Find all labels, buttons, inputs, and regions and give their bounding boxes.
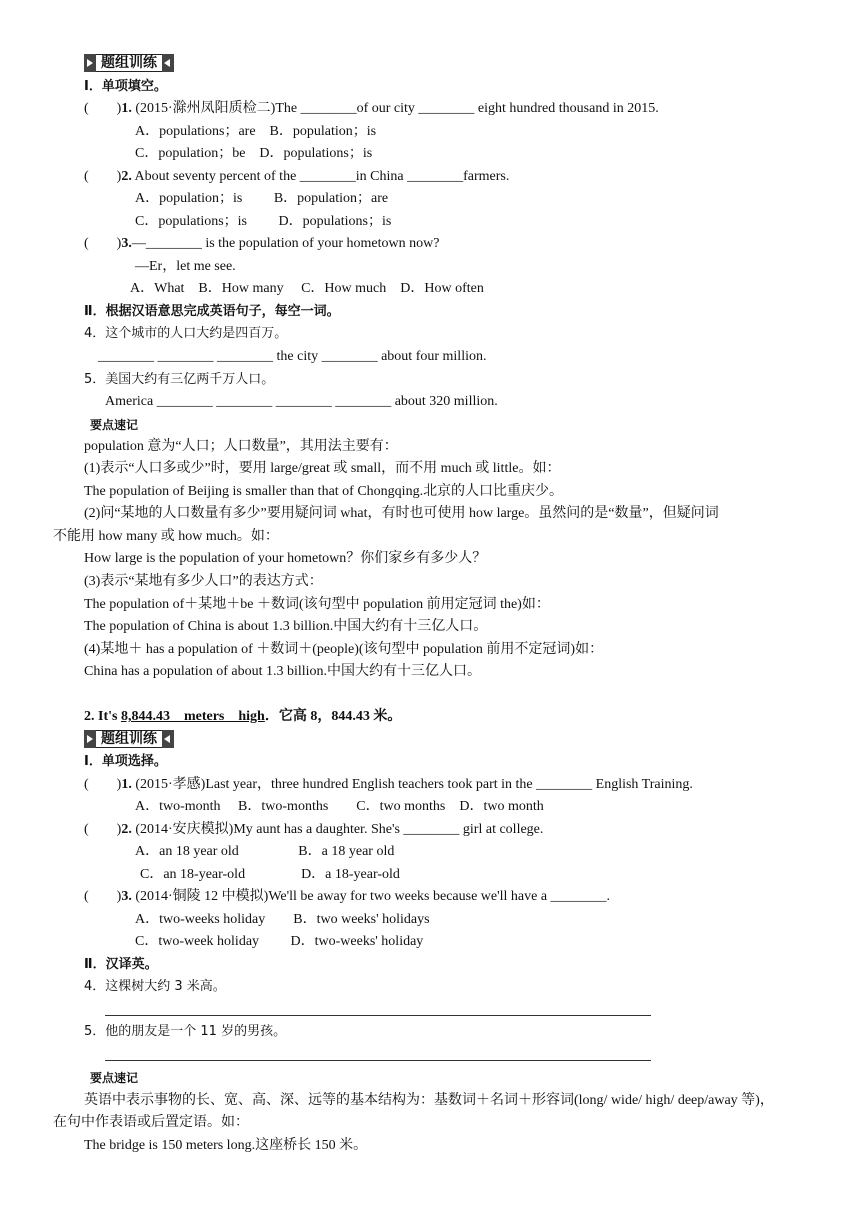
question-options: A．two-month B．two-months C．two months D．two month — [135, 799, 544, 814]
answer-paren: ( ) — [84, 822, 122, 837]
question-number: 1. — [121, 777, 132, 792]
answer-line — [105, 1060, 651, 1061]
note-line: population 意为“人口；人口数量”，其用法主要有： — [84, 439, 398, 454]
question-1 — [84, 776, 693, 794]
question-number: 2. — [121, 822, 132, 837]
question-text: (2015·滁州凤阳质检二)The ________of our city ________ eight hundred thousand in 2015. — [131, 101, 659, 116]
question-options: C．populations；is D．populations；is — [135, 214, 392, 229]
note-line: The population of＋某地＋be ＋数词(该句型中 population 前用定冠词 the)如： — [84, 597, 550, 612]
heading-underlined: 8,844.43 meters high — [120, 709, 265, 724]
question-5-prompt: 5．他的朋友是一个 11 岁的男孩。 — [84, 1024, 287, 1039]
question-1 — [84, 100, 659, 118]
section-heading-2 — [84, 708, 401, 726]
note-line: The population of China is about 1.3 billion.中国大约有十三亿人口。 — [84, 619, 488, 634]
part-title: Ⅰ．单项选择。 — [84, 754, 167, 769]
note-line: 英语中表示事物的长、宽、高、深、远等的基本结构为：基数词＋名词＋形容词(long/ wide/ high/ deep/away 等)， — [84, 1093, 774, 1108]
note-line: 在句中作表语或后置定语。如： — [53, 1115, 249, 1130]
section-header-2 — [84, 730, 174, 748]
question-options: C．population；be D．populations；is — [135, 146, 373, 161]
question-options: C．an 18-year-old D．a 18-year-old — [140, 867, 400, 882]
part-title: Ⅱ．根据汉语意思完成英语句子，每空一词。 — [84, 304, 340, 319]
question-2 — [84, 168, 509, 186]
section-header-title: 题组训练 — [96, 54, 162, 72]
question-4-prompt: 4．这棵树大约 3 米高。 — [84, 979, 226, 994]
question-options: A．an 18 year old B．a 18 year old — [135, 844, 395, 859]
question-options: A．two-weeks holiday B．two weeks' holidays — [135, 912, 430, 927]
note-line: The bridge is 150 meters long.这座桥长 150 米。 — [84, 1138, 368, 1153]
note-line: China has a population of about 1.3 billion.中国大约有十三亿人口。 — [84, 664, 482, 679]
answer-paren: ( ) — [84, 101, 122, 116]
question-3 — [84, 235, 439, 253]
question-number: 2. — [121, 169, 132, 184]
answer-paren: ( ) — [84, 889, 122, 904]
question-4-prompt: 4．这个城市的人口大约是四百万。 — [84, 326, 288, 341]
heading-translation: ．它高 8，844.43 米。 — [264, 709, 402, 724]
question-options: A．population；is B．population；are — [135, 191, 389, 206]
question-text: (2014·铜陵 12 中模拟)We'll be away for two weeks because we'll have a ________. — [131, 889, 611, 904]
question-4-blank-line: ________ ________ ________ the city ________ about four million. — [98, 349, 487, 364]
question-text: About seventy percent of the ________in China ________farmers. — [131, 169, 510, 184]
question-number: 3. — [121, 889, 132, 904]
note-line: (1)表示“人口多或少”时，要用 large/great 或 small，而不用 much 或 little。如： — [84, 461, 561, 476]
answer-line — [105, 1015, 651, 1016]
note-line: (2)问“某地的人口数量有多少”要用疑问词 what，有时也可使用 how large。虽然问的是“数量”，但疑问词 — [84, 506, 719, 521]
heading-text: 2. It's — [84, 709, 121, 724]
question-options: A．What B．How many C．How much D．How often — [130, 281, 484, 296]
question-text: —________ is the population of your hometown now? — [131, 236, 440, 251]
answer-paren: ( ) — [84, 236, 122, 251]
play-right-icon — [84, 54, 96, 72]
notes-title: 要点速记 — [90, 418, 139, 432]
question-options: C．two-week holiday D．two-weeks' holiday — [135, 934, 424, 949]
notes-title: 要点速记 — [90, 1071, 139, 1085]
play-left-icon — [162, 54, 174, 72]
section-header-1 — [84, 54, 174, 72]
section-header-title: 题组训练 — [96, 730, 162, 748]
question-number: 3. — [121, 236, 132, 251]
answer-paren: ( ) — [84, 169, 122, 184]
part-title: Ⅰ．单项填空。 — [84, 79, 167, 94]
question-text: (2015·孝感)Last year，three hundred English teachers took part in the ________ English Training. — [131, 777, 693, 792]
question-text: (2014·安庆模拟)My aunt has a daughter. She's ________ girl at college. — [131, 822, 544, 837]
question-5-prompt: 5．美国大约有三亿两千万人口。 — [84, 372, 275, 387]
question-number: 1. — [121, 101, 132, 116]
note-line: (4)某地＋ has a population of ＋数词＋(people)(该句型中 population 前用不定冠词)如： — [84, 642, 604, 657]
question-dialog-line: —Er，let me see. — [135, 259, 236, 274]
answer-paren: ( ) — [84, 777, 122, 792]
question-3 — [84, 888, 610, 906]
note-line: The population of Beijing is smaller than that of Chongqing.北京的人口比重庆少。 — [84, 484, 564, 499]
note-line: 不能用 how many 或 how much。如： — [53, 529, 279, 544]
note-line: (3)表示“某地有多少人口”的表达方式： — [84, 574, 323, 589]
question-5-blank-line: America ________ ________ ________ ________ about 320 million. — [105, 394, 498, 409]
play-right-icon — [84, 730, 96, 748]
play-left-icon — [162, 730, 174, 748]
note-line: How large is the population of your hometown？你们家乡有多少人？ — [84, 551, 487, 566]
part-title: Ⅱ．汉译英。 — [84, 957, 158, 972]
question-options: A．populations；are B．population；is — [135, 124, 377, 139]
question-2 — [84, 821, 543, 839]
